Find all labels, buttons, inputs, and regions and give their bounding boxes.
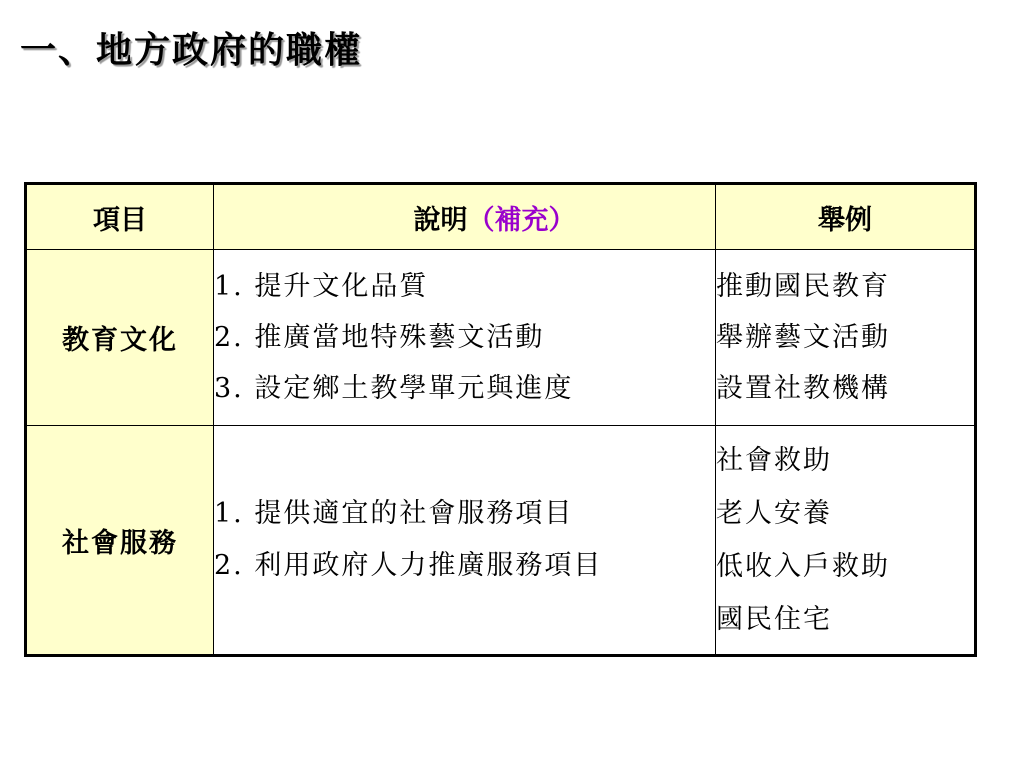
- desc-line: 3. 設定鄉土教學單元與進度: [214, 373, 574, 404]
- slide-title: 一、地方政府的職權: [20, 29, 363, 71]
- example-line: 推動國民教育: [716, 271, 890, 302]
- header-desc-label: 說明: [413, 204, 468, 236]
- header-desc-note: （補充）: [467, 204, 576, 236]
- header-example-label: 舉例: [818, 204, 872, 236]
- item-cell-culture: 教育文化: [26, 250, 214, 426]
- desc-line: 1. 提升文化品質: [214, 271, 429, 302]
- example-cell-culture: [716, 250, 976, 426]
- desc-cell-social: [214, 426, 716, 656]
- example-line: 舉辦藝文活動: [716, 322, 890, 353]
- item-cell-social: 社會服務: [26, 426, 214, 656]
- desc-line: 2. 利用政府人力推廣服務項目: [214, 550, 603, 581]
- table-row-social: [26, 426, 976, 656]
- header-item-label: 項目: [93, 204, 147, 236]
- header-item: [26, 184, 214, 250]
- example-line: 設置社教機構: [716, 373, 890, 404]
- example-line: 低收入戶救助: [716, 551, 890, 582]
- example-line: 社會救助: [716, 445, 832, 476]
- example-line: 國民住宅: [716, 604, 832, 635]
- header-example: [716, 184, 976, 250]
- table-header-row: [26, 184, 976, 250]
- desc-cell-culture: [214, 250, 716, 426]
- example-line: 老人安養: [716, 498, 832, 529]
- example-cell-social: [716, 426, 976, 656]
- desc-line: 1. 提供適宜的社會服務項目: [214, 498, 574, 529]
- header-desc: [214, 184, 716, 250]
- table-row-culture: [26, 250, 976, 426]
- desc-line: 2. 推廣當地特殊藝文活動: [214, 322, 545, 353]
- local-government-powers-table: [24, 182, 977, 657]
